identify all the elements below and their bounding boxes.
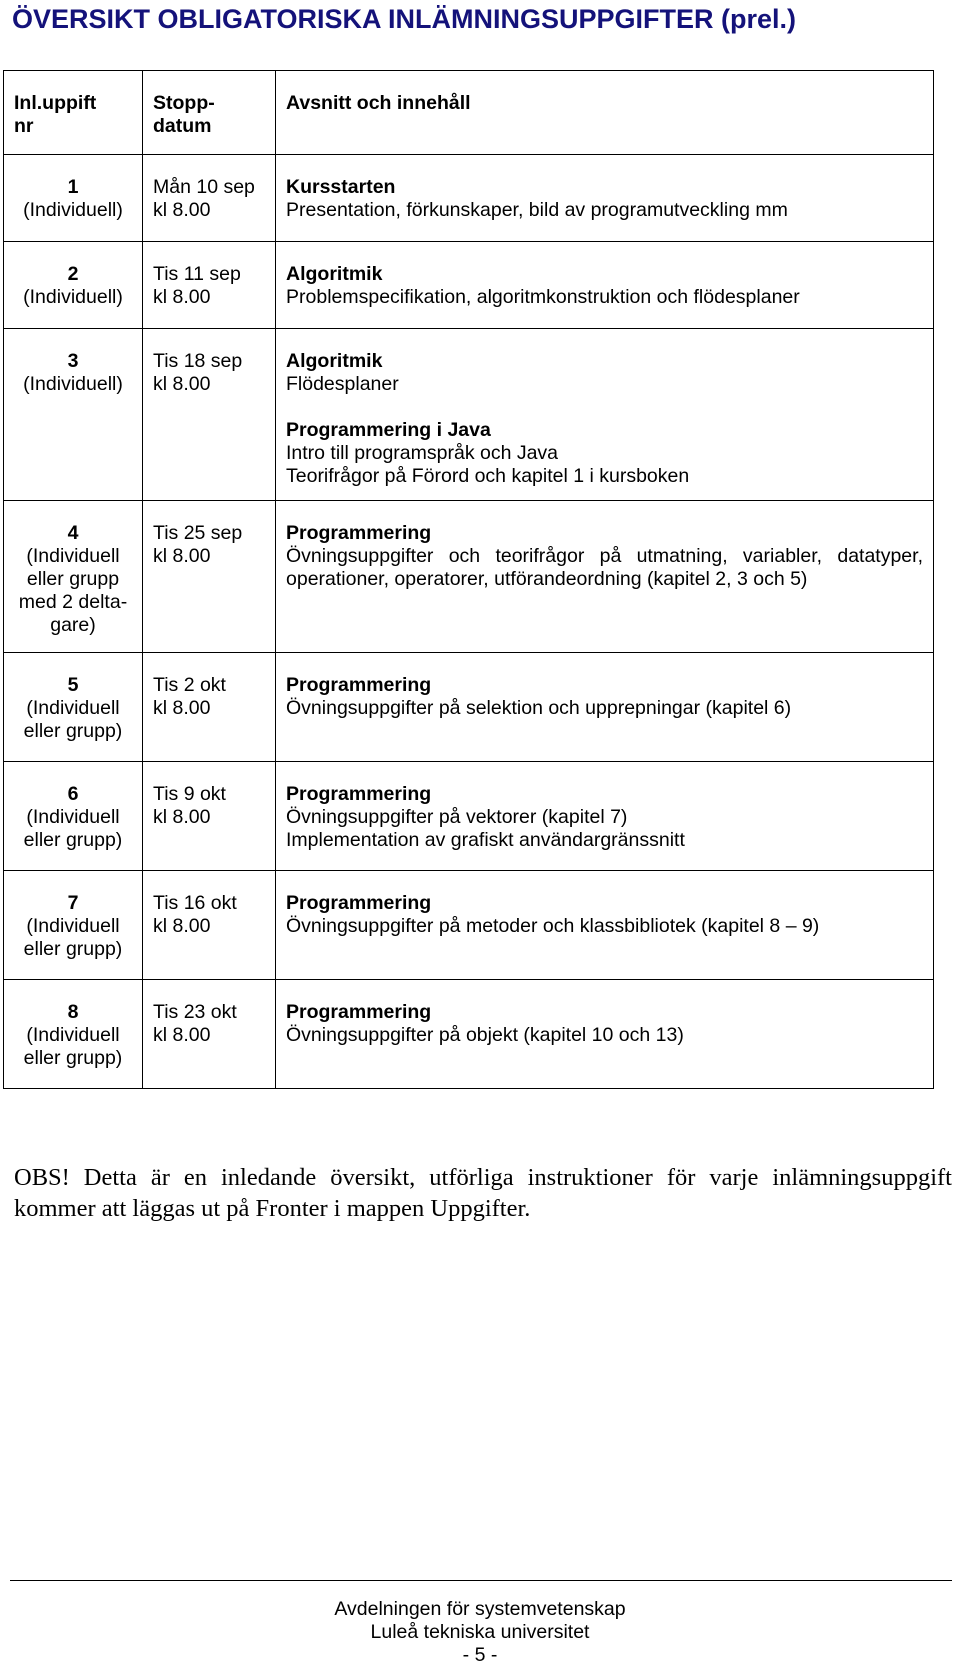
assignment-type-line: eller grupp) bbox=[23, 829, 123, 851]
assignment-type-line: eller grupp) bbox=[23, 720, 123, 742]
assignment-type-line: med 2 delta- bbox=[18, 591, 128, 613]
assignment-type-line: eller grupp) bbox=[23, 1047, 123, 1069]
deadline-line: Tis 18 sep bbox=[153, 350, 243, 372]
content-line: Problemspecifikation, algoritmkonstruktion och flödesplaner bbox=[286, 286, 800, 308]
content-line: Övningsuppgifter på metoder och klassbibliotek (kapitel 8 – 9) bbox=[286, 915, 820, 937]
assignment-number: 4 bbox=[67, 522, 79, 544]
assignment-number-cell bbox=[4, 501, 143, 653]
assignment-type-line: (Individuell bbox=[26, 545, 120, 567]
content-line: Presentation, förkunskaper, bild av programutveckling mm bbox=[286, 199, 788, 221]
header-nr-line: nr bbox=[14, 115, 34, 137]
assignment-number: 7 bbox=[67, 892, 79, 914]
deadline-cell bbox=[143, 653, 276, 762]
assignment-type-line: gare) bbox=[50, 614, 96, 636]
page-title: ÖVERSIKT OBLIGATORISKA INLÄMNINGSUPPGIFTER (prel.) bbox=[12, 4, 797, 34]
deadline-cell bbox=[143, 329, 276, 501]
content-line: Övningsuppgifter på vektorer (kapitel 7) bbox=[286, 806, 628, 828]
content-line: Teorifrågor på Förord och kapitel 1 i kursboken bbox=[286, 465, 690, 487]
header-nr bbox=[4, 71, 143, 155]
assignment-number: 3 bbox=[67, 350, 79, 372]
content-line: Flödesplaner bbox=[286, 373, 399, 395]
content-cell bbox=[276, 501, 934, 653]
section-heading: Algoritmik bbox=[286, 350, 383, 372]
assignment-number-cell bbox=[4, 653, 143, 762]
assignment-type-line: (Individuell bbox=[26, 697, 120, 719]
content-cell bbox=[276, 762, 934, 871]
footer-divider bbox=[10, 1580, 952, 1581]
deadline-line: kl 8.00 bbox=[153, 199, 211, 221]
deadline-line: Tis 23 okt bbox=[153, 1001, 237, 1023]
deadline-line: Tis 2 okt bbox=[153, 674, 226, 696]
table-row bbox=[4, 155, 934, 242]
assignment-number: 2 bbox=[67, 263, 79, 285]
deadline-line: Tis 9 okt bbox=[153, 783, 226, 805]
deadline-cell bbox=[143, 762, 276, 871]
content-line: Övningsuppgifter på objekt (kapitel 10 och 13) bbox=[286, 1024, 684, 1046]
deadline-line: kl 8.00 bbox=[153, 545, 211, 567]
table-row bbox=[4, 501, 934, 653]
section-heading: Programmering bbox=[286, 1001, 432, 1023]
table-row bbox=[4, 242, 934, 329]
section-heading: Programmering bbox=[286, 674, 432, 696]
page-footer bbox=[0, 1598, 960, 1667]
deadline-line: Tis 25 sep bbox=[153, 522, 243, 544]
deadline-line: kl 8.00 bbox=[153, 915, 211, 937]
assignment-type-line: eller grupp) bbox=[23, 938, 123, 960]
content-line: Övningsuppgifter på selektion och upprepningar (kapitel 6) bbox=[286, 697, 792, 719]
deadline-cell bbox=[143, 242, 276, 329]
deadline-cell bbox=[143, 871, 276, 980]
assignment-number-cell bbox=[4, 871, 143, 980]
assignment-number-cell bbox=[4, 242, 143, 329]
content-cell bbox=[276, 980, 934, 1089]
deadline-line: Tis 16 okt bbox=[153, 892, 237, 914]
assignment-type-line: (Individuell bbox=[26, 915, 120, 937]
deadline-line: kl 8.00 bbox=[153, 286, 211, 308]
deadline-line: Tis 11 sep bbox=[153, 263, 241, 285]
assignment-type-line: eller grupp bbox=[26, 568, 120, 590]
header-content bbox=[276, 71, 934, 155]
deadline-line: Mån 10 sep bbox=[153, 176, 255, 198]
content-cell bbox=[276, 653, 934, 762]
content-line: Intro till programspråk och Java bbox=[286, 442, 559, 464]
header-date-line: datum bbox=[153, 115, 212, 137]
assignment-type-line: (Individuell) bbox=[23, 199, 123, 221]
footer-department: Avdelningen för systemvetenskap bbox=[334, 1598, 626, 1620]
table-row bbox=[4, 653, 934, 762]
assignment-number: 6 bbox=[67, 783, 79, 805]
obs-note: OBS! Detta är en inledande översikt, utförliga instruktioner för varje inlämningsuppgift kommer att läggas ut på Fronter i mappen Uppgifter. bbox=[14, 1164, 952, 1222]
deadline-line: kl 8.00 bbox=[153, 806, 211, 828]
deadline-cell bbox=[143, 155, 276, 242]
header-nr-line: Inl.uppift bbox=[14, 92, 97, 114]
block-spacer bbox=[286, 396, 923, 419]
content-cell bbox=[276, 155, 934, 242]
footer-page-number: - 5 - bbox=[462, 1644, 498, 1666]
table-row bbox=[4, 762, 934, 871]
assignment-number-cell bbox=[4, 329, 143, 501]
content-paragraph: Övningsuppgifter och teorifrågor på utmatning, variabler, datatyper, operationer, operatorer, utförandeordning (kapitel 2, 3 och 5) bbox=[286, 545, 923, 590]
assignment-type-line: (Individuell bbox=[26, 806, 120, 828]
assignment-number-cell bbox=[4, 155, 143, 242]
assignment-type-line: (Individuell) bbox=[23, 373, 123, 395]
assignment-number: 1 bbox=[67, 176, 79, 198]
deadline-cell bbox=[143, 980, 276, 1089]
deadline-line: kl 8.00 bbox=[153, 697, 211, 719]
assignment-number: 8 bbox=[67, 1001, 79, 1023]
table-row bbox=[4, 329, 934, 501]
section-heading: Kursstarten bbox=[286, 176, 396, 198]
content-cell bbox=[276, 871, 934, 980]
header-date bbox=[143, 71, 276, 155]
header-content-label: Avsnitt och innehåll bbox=[286, 92, 471, 114]
content-cell bbox=[276, 242, 934, 329]
table-row bbox=[4, 871, 934, 980]
header-date-line: Stopp- bbox=[153, 92, 215, 114]
content-cell bbox=[276, 329, 934, 501]
deadline-line: kl 8.00 bbox=[153, 373, 211, 395]
table-row bbox=[4, 980, 934, 1089]
footer-university: Luleå tekniska universitet bbox=[370, 1621, 590, 1643]
assignment-number: 5 bbox=[67, 674, 79, 696]
section-heading: Programmering i Java bbox=[286, 419, 491, 441]
assignment-number-cell bbox=[4, 762, 143, 871]
deadline-line: kl 8.00 bbox=[153, 1024, 211, 1046]
content-line: Implementation av grafiskt användargränssnitt bbox=[286, 829, 685, 851]
assignment-type-line: (Individuell bbox=[26, 1024, 120, 1046]
section-heading: Programmering bbox=[286, 783, 432, 805]
section-heading: Programmering bbox=[286, 892, 432, 914]
assignment-table bbox=[3, 70, 934, 1089]
deadline-cell bbox=[143, 501, 276, 653]
assignment-number-cell bbox=[4, 980, 143, 1089]
table-header-row bbox=[4, 71, 934, 155]
assignment-type-line: (Individuell) bbox=[23, 286, 123, 308]
section-heading: Algoritmik bbox=[286, 263, 383, 285]
section-heading: Programmering bbox=[286, 522, 432, 544]
